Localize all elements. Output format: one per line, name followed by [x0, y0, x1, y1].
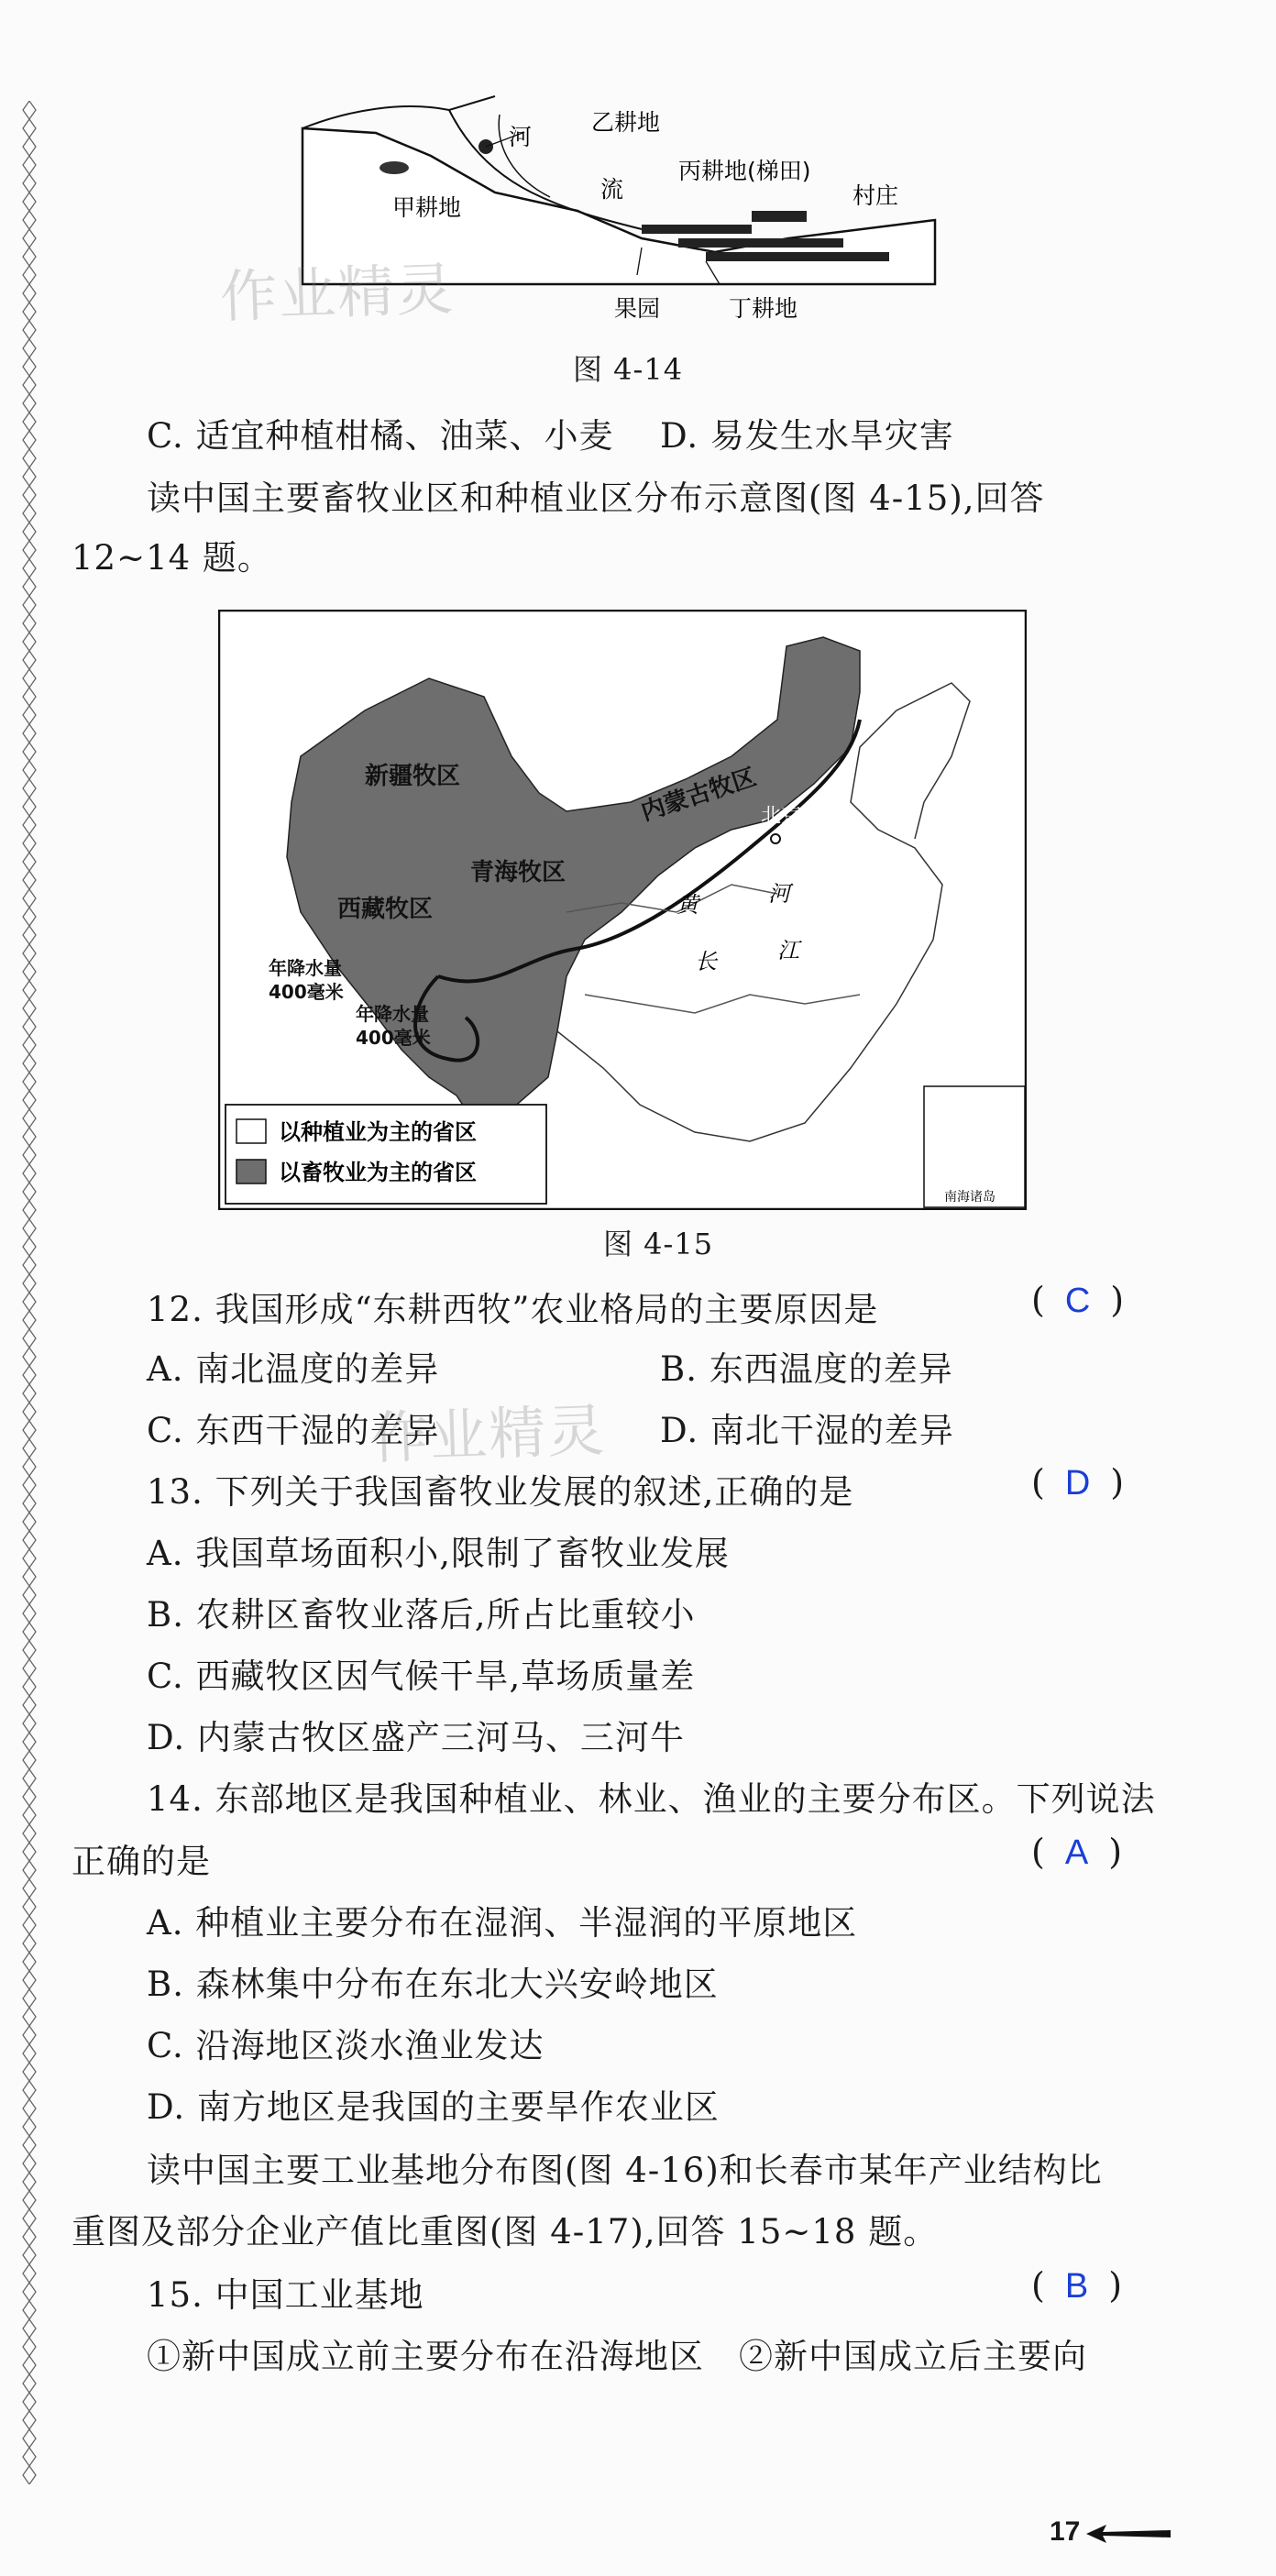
margin-decoration [20, 101, 38, 2484]
q12-option-c: C. 东西干湿的差异 [147, 1411, 440, 1450]
q15-answer-bracket: ( B ) [1031, 2265, 1123, 2306]
label-river-he: 河 [509, 124, 533, 150]
river-he: 河 [768, 881, 790, 907]
rainfall-label-1-line2: 400毫米 [269, 981, 344, 1003]
q13-option-c: C. 西藏牧区因气候干旱,草场质量差 [147, 1657, 696, 1696]
q12-stem: 12. 我国形成“东耕西牧”农业格局的主要原因是 [147, 1290, 879, 1329]
margin-chain [23, 138, 36, 2484]
label-river-liu: 流 [600, 176, 624, 203]
q13-stem: 13. 下列关于我国畜牧业发展的叙述,正确的是 [147, 1472, 854, 1512]
river-jiang: 江 [777, 938, 799, 963]
intro-12-14-line2: 12~14 题。 [72, 538, 272, 578]
label-yi-farmland: 乙耕地 [591, 109, 661, 136]
rainfall-label-1-line1: 年降水量 [269, 957, 342, 979]
intro-15-18-line1: 读中国主要工业基地分布图(图 4-16)和长春市某年产业结构比 [147, 2151, 1103, 2190]
q15-stem: 15. 中国工业基地 [147, 2275, 424, 2315]
q14-stem-line2: 正确的是 [72, 1842, 211, 1881]
region-neimenggu: 内蒙古牧区 [637, 763, 760, 827]
label-orchard: 果园 [614, 295, 661, 322]
q12-answer-bracket: ( C ) [1031, 1280, 1125, 1320]
q12-option-a: A. 南北温度的差异 [147, 1349, 440, 1389]
legend-crop-swatch [236, 1119, 266, 1143]
figure-caption-4-14: 图 4-14 [573, 352, 684, 387]
q11-option-c: C. 适宜种植柑橘、油菜、小麦 [147, 416, 614, 456]
figure-caption-4-15: 图 4-15 [603, 1227, 714, 1261]
rainfall-label-2-line2: 400毫米 [356, 1027, 431, 1049]
river-chang: 长 [695, 949, 717, 974]
rainfall-label-2-line1: 年降水量 [356, 1003, 429, 1025]
intro-12-14-line1: 读中国主要畜牧业区和种植业区分布示意图(图 4-15),回答 [147, 479, 1045, 518]
q13-answer-bracket: ( D ) [1031, 1462, 1125, 1503]
q15-items: ①新中国成立前主要分布在沿海地区 ②新中国成立后主要向 [147, 2337, 1087, 2376]
q12-option-d: D. 南北干湿的差异 [660, 1411, 954, 1450]
q12-option-b: B. 东西温度的差异 [660, 1349, 953, 1389]
label-ding-farmland: 丁耕地 [729, 295, 798, 322]
label-village: 村庄 [852, 182, 899, 209]
region-xizang: 西藏牧区 [337, 896, 434, 923]
q14-option-a: A. 种植业主要分布在湿润、半湿润的平原地区 [147, 1903, 858, 1943]
q13-option-a: A. 我国草场面积小,限制了畜牧业发展 [147, 1534, 731, 1573]
q14-option-d: D. 南方地区是我国的主要旱作农业区 [147, 2087, 720, 2127]
q14-answer-bracket: ( A ) [1031, 1832, 1123, 1872]
label-bing-farmland: 丙耕地(梯田) [678, 158, 811, 184]
q13-answer: D [1064, 1464, 1091, 1503]
q14-option-b: B. 森林集中分布在东北大兴安岭地区 [147, 1965, 719, 2004]
q14-option-c: C. 沿海地区淡水渔业发达 [147, 2026, 544, 2065]
inset-label: 南海诸岛 [944, 1190, 996, 1205]
q13-option-d: D. 内蒙古牧区盛产三河马、三河牛 [147, 1718, 685, 1757]
page-number: 17 [1050, 2516, 1081, 2547]
region-xinjiang: 新疆牧区 [365, 763, 461, 790]
watermark-2: 作业精灵 [369, 1396, 608, 1472]
china-agriculture-map [218, 610, 1027, 1210]
q14-answer: A [1064, 1833, 1089, 1872]
q13-option-b: B. 农耕区畜牧业落后,所占比重较小 [147, 1595, 696, 1635]
legend-livestock-label: 以畜牧业为主的省区 [279, 1160, 477, 1185]
region-qinghai: 青海牧区 [470, 859, 566, 886]
arrow-left-icon [1086, 2523, 1171, 2545]
intro-15-18-line2: 重图及部分企业产值比重图(图 4-17),回答 15~18 题。 [72, 2212, 939, 2251]
legend-crop-label: 以种植业为主的省区 [279, 1119, 477, 1145]
city-beijing: 北京 [761, 805, 802, 828]
label-jia-farmland: 甲耕地 [392, 194, 462, 221]
watermark: 作业精灵 [218, 255, 456, 331]
q15-answer: B [1064, 2267, 1089, 2306]
q11-option-d: D. 易发生水旱灾害 [660, 416, 954, 456]
q12-answer: C [1064, 1282, 1091, 1320]
legend-livestock-swatch [236, 1160, 266, 1183]
q14-stem-line1: 14. 东部地区是我国种植业、林业、渔业的主要分布区。下列说法 [147, 1779, 1156, 1819]
river-huang: 黄 [676, 892, 698, 918]
